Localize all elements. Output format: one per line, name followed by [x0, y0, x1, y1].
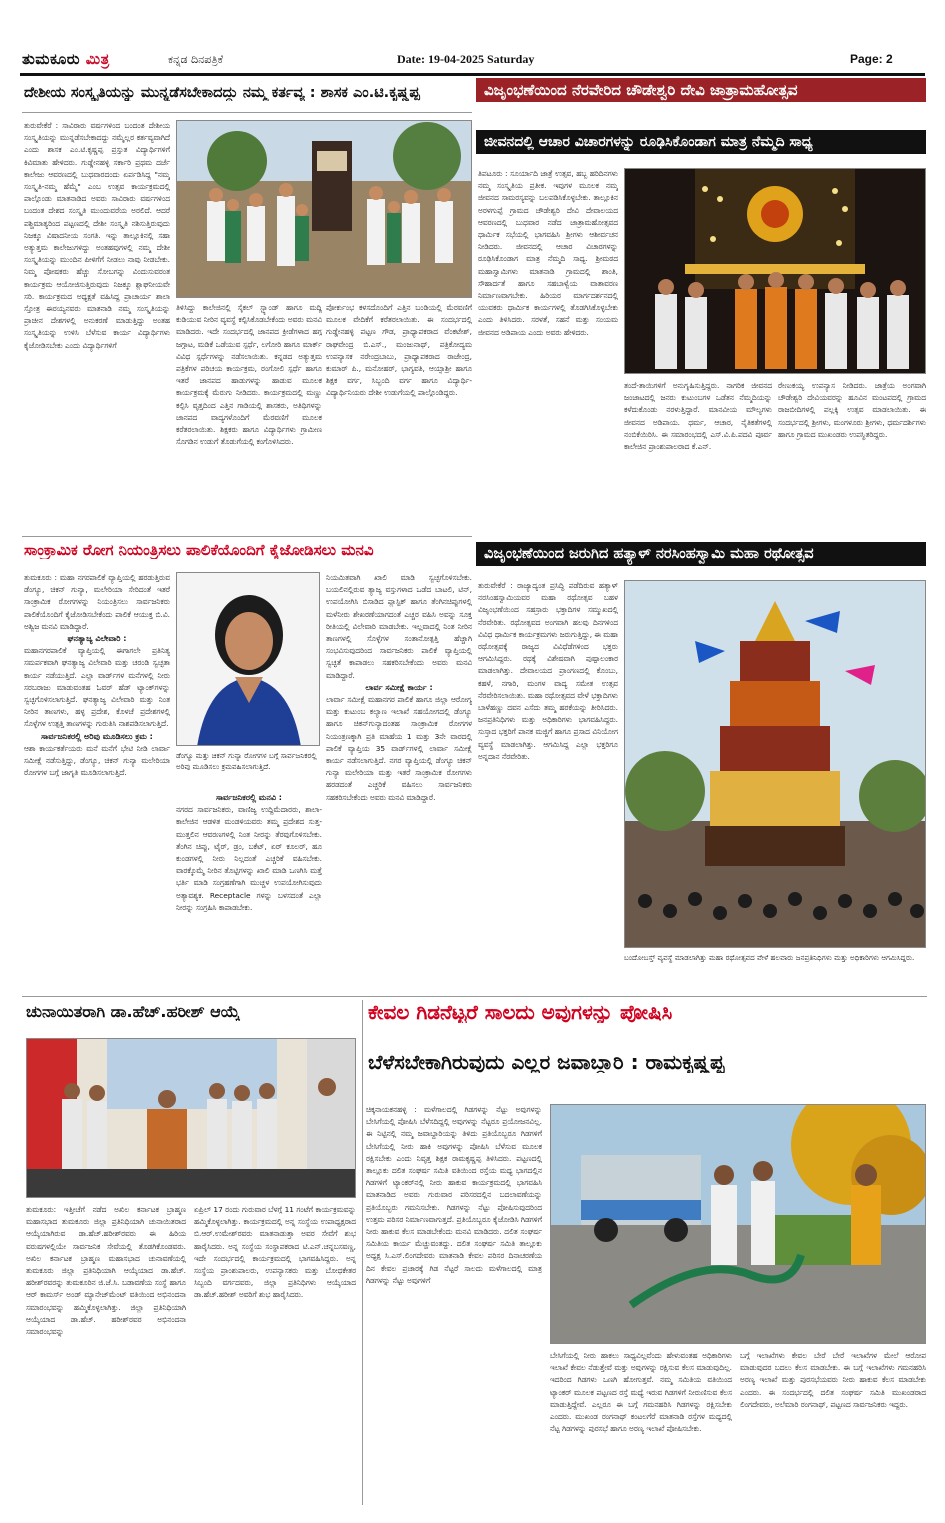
story2-headline: ಜೀವನದಲ್ಲಿ ಆಚಾರ ವಿಚಾರಗಳನ್ನು ರೂಢಿಸಿಕೊಂಡಾಗ ಮಾತ್ರ ನೆಮ್ಮದಿ ಸಾಧ್ಯ — [476, 130, 926, 154]
story5-photo — [26, 1038, 356, 1198]
story3-subhead-awareness: ಸಾರ್ವಜನಿಕರಲ್ಲಿ ಅರಿವು ಮೂಡಿಸಲು ಕ್ರಮ : — [41, 731, 153, 741]
story3-waste-text: ಮಹಾನಗರಪಾಲಿಕೆ ವ್ಯಾಪ್ತಿಯಲ್ಲಿ ಈಗಾಗಲೇ ಪ್ರತಿನಿತ್ಯ ಸಮರ್ಪಕವಾಗಿ ಘನತ್ಯಾಜ್ಯ ವಿಲೇವಾರಿ ಮತ್ತು ಚರಂಡಿ ಸ್ವಚ್ಛತಾ ಕಾರ್ಯ ನಡೆಯುತ್ತಿದೆ. ಎಲ್ಲಾ ವಾರ್ಡ್‌ಗಳ ಮನೆಗಳಲ್ಲಿ ನೀರು ಸರಬರಾಜು ಮಾಡುವಂತಹ ಓವರ್ ಹೆಡ್ ಟ್ಯಾಂಕ್‌ಗಳನ್ನು ಸ್ವಚ್ಛಗೊಳಿಸಲಾಗುತ್ತಿದೆ. ಘನತ್ಯಾಜ್ಯ ವಿಲೇವಾರಿ ಮತ್ತು ನಿಂತ ನೀರಿನ ತಾಣಗಳು, ಹಳ್ಳ ಪ್ರದೇಶ, ಕೊಳಚೆ ಪ್ರದೇಶಗಳಲ್ಲಿ ಸೊಳ್ಳೆಗಳ ಉತ್ಪತ್ತಿ ತಾಣಗಳನ್ನು ಗುರುತಿಸಿ ನಾಶಪಡಿಸಲಾಗುತ್ತಿದೆ. — [24, 646, 170, 729]
story4-body: ತುರುವೇಕೆರೆ : ರಾಜ್ಯಾದ್ಯಂತ ಪ್ರಸಿದ್ಧಿ ಪಡೆದಿರುವ ಹತ್ಯಾಳ್ ನರಸಿಂಹಸ್ವಾಮಿಯವರ ಮಹಾ ರಥೋತ್ಸವ ಬಹಳ ವಿಜೃಂಭಣೆಯಿಂದ ಸಹಸ್ರಾರು ಭಕ್ತಾದಿಗಳ ಸಮ್ಮುಖದಲ್ಲಿ ನೆರವೇರಿತು. ರಥೋತ್ಸವದ ಅಂಗವಾಗಿ ಹಲವು ದಿನಗಳಿಂದ ವಿವಿಧ ಧಾರ್ಮಿಕ ಕಾರ್ಯಕ್ರಮಗಳು ಜರುಗುತ್ತಿದ್ದು, ಈ ಮಹಾ ರಥೋತ್ಸವಕ್ಕೆ ರಾಜ್ಯದ ವಿವಿಧೆಡೆಗಳಿಂದ ಭಕ್ತರು ಆಗಮಿಸಿದ್ದರು. ರಥಕ್ಕೆ ವಿಶೇಷವಾಗಿ ಪುಷ್ಪಾಲಂಕಾರ ಮಾಡಲಾಗಿತ್ತು. ದೇವಾಲಯದ ಪ್ರಾಂಗಣದಲ್ಲಿ ಕೊಂಬು, ಕಹಳೆ, ನಗಾರಿ, ಮಂಗಳ ವಾದ್ಯ ಸಮೇತ ಉತ್ಸವ ನೆರವೇರಿಸಲಾಯಿತು. ಮಹಾ ರಥೋತ್ಸವದ ವೇಳೆ ಭಕ್ತಾದಿಗಳು ಬಾಳೆಹಣ್ಣು ದವನ ಎಸೆದು ತಮ್ಮ ಹರಕೆಯನ್ನು ತೀರಿಸಿದರು. ಜನಪ್ರತಿನಿಧಿಗಳು ಮತ್ತು ಅಧಿಕಾರಿಗಳು ಭಾಗವಹಿಸಿದ್ದರು. ಸುಸ್ತಾದ ಭಕ್ತರಿಗೆ ಪಾನಕ ಮಜ್ಜಿಗೆ ಹಾಗೂ ಪ್ರಸಾದ ವಿನಿಯೋಗ ವ್ಯವಸ್ಥೆ ಮಾಡಲಾಗಿತ್ತು. ಆಗಮಿಸಿದ್ದ ಎಲ್ಲಾ ಭಕ್ತರಿಗೂ ಅನ್ನದಾನ ನೆರವೇರಿತು. — [478, 581, 618, 761]
procession-photo — [177, 121, 472, 298]
story3-larva-text: ಲಾರ್ವಾ ಸಮೀಕ್ಷೆ ಮಹಾನಗರ ಪಾಲಿಕೆ ಹಾಗೂ ಜಿಲ್ಲಾ ಆರೋಗ್ಯ ಮತ್ತು ಕುಟುಂಬ ಕಲ್ಯಾಣ ಇಲಾಖೆ ಸಹಯೋಗದಲ್ಲಿ ಡೆಂಗ್ಯೂ ಹಾಗೂ ಚಿಕನ್‌ಗುನ್ಯಾದಂತಹ ಸಾಂಕ್ರಾಮಿಕ ರೋಗಗಳ ನಿಯಂತ್ರಣಕ್ಕಾಗಿ ಪ್ರತಿ ಮಾಹೆಯ 1 ಮತ್ತು 3ನೇ ವಾರದಲ್ಲಿ ಪಾಲಿಕೆ ವ್ಯಾಪ್ತಿಯ 35 ವಾರ್ಡ್‌ಗಳಲ್ಲಿ ಲಾರ್ವಾ ಸಮೀಕ್ಷೆ ಕಾರ್ಯ ನಡೆಸಲಾಗುತ್ತಿದೆ. ನಗರ ವ್ಯಾಪ್ತಿಯಲ್ಲಿ ಡೆಂಗ್ಯೂ ಚಿಕನ್ ಗುನ್ಯಾ ಮಲೇರಿಯಾ ಮತ್ತು ಇತರೆ ಸಾಂಕ್ರಾಮಿಕ ರೋಗಗಳು ಹರಡದಂತೆ ಎಚ್ಚರಿಕೆ ವಹಿಸಲು ಸಾರ್ವಜನಿಕರು ಸಹಕರಿಸಬೇಕೆಂದು ಅವರು ಮನವಿ ಮಾಡಿದ್ದಾರೆ. — [326, 695, 472, 802]
story3-awareness-text: ಆಶಾ ಕಾರ್ಯಕರ್ತೆಯರು ಮನೆ ಮನೆಗೆ ಭೇಟಿ ನೀಡಿ ಲಾರ್ವಾ ಸಮೀಕ್ಷೆ ನಡೆಸುತ್ತಿದ್ದು, ಡೆಂಗ್ಯೂ, ಚಿಕನ್ ಗುನ್ಯಾ ಮಲೇರಿಯಾ ರೋಗಗಳ ಬಗ್ಗೆ ಜಾಗೃತಿ ಮೂಡಿಸಲಾಗುತ್ತಿದೆ. — [24, 743, 170, 778]
masthead-logo — [22, 50, 110, 68]
story5-col2: ಏಪ್ರಿಲ್ 17 ರಂದು ಗುರುವಾರ ಬೆಳಗ್ಗೆ 11 ಗಂಟೆಗೆ ಕಾರ್ಯಕ್ರಮವನ್ನು ಹಮ್ಮಿಕೊಳ್ಳಲಾಗಿತ್ತು. ಕಾರ್ಯಕ್ರಮದಲ್ಲಿ ಅನ್ನ ಸಂಸ್ಥೆಯ ಉಪಾಧ್ಯಕ್ಷರಾದ ಬಿ.ಆರ್.ಉಮೇಶ್‌ರವರು ಮಾತನಾಡುತ್ತಾ ಅವರ ಸೇವೆಗೆ ಶುಭ ಹಾರೈಸಿದರು. ಅನ್ನ ಸಂಸ್ಥೆಯ ಸಂಸ್ಥಾಪಕರಾದ ಟಿ.ಎನ್.ಚನ್ನಬಸವಣ್ಣ, ಇದೇ ಸಂದರ್ಭದಲ್ಲಿ ಕಾರ್ಯಕ್ರಮದಲ್ಲಿ ಭಾಗವಹಿಸಿದ್ದರು. ಅನ್ನ ಸಂಸ್ಥೆಯ ಪ್ರಾಂಶುಪಾಲರು, ಉಪನ್ಯಾಸಕರು ಮತ್ತು ಬೋಧಕೇತರ ಸಿಬ್ಬಂದಿ ವರ್ಗದವರು, ಜಿಲ್ಲಾ ಪ್ರತಿನಿಧಿಗಳು ಆಯ್ಕೆಯಾದ ಡಾ.ಹೆಚ್.ಹರೀಶ್ ಅವರಿಗೆ ಶುಭ ಹಾರೈಸಿದರು. — [194, 1205, 356, 1300]
masthead-rule — [20, 73, 925, 76]
story2-banner: ವಿಜೃಂಭಣೆಯಿಂದ ನೆರವೇರಿದ ಚೌಡೇಶ್ವರಿ ದೇವಿ ಜಾತ್ರಾಮಹೋತ್ಸವ — [476, 78, 926, 102]
story3-subhead-larva: ಲಾರ್ವ ಸಮೀಕ್ಷೆ ಕಾರ್ಯ : — [365, 682, 433, 692]
story1-col1: ತುರುವೇಕೆರೆ : ಸಾವಿರಾರು ವರ್ಷಗಳಿಂದ ಬಂದಂತ ದೇಶೀಯ ಸಂಸ್ಕೃತಿಯನ್ನು ಮುನ್ನಡೆಸಬೇಕಾದದ್ದು ನಮ್ಮೆಲ್ಲರ ಕರ್ತವ್ಯವಾಗಿದೆ ಎಂದು ಶಾಸಕ ಎಂ.ಟಿ.ಕೃಷ್ಣಪ್ಪ ಪ್ರಸ್ತುತ ವಿದ್ಯಾರ್ಥಿಗಳಿಗೆ ಕಿವಿಮಾತು ಹೇಳಿದರು. ಗುಡ್ಡೇನಹಳ್ಳಿ ಸರ್ಕಾರಿ ಪ್ರಥಮ ದರ್ಜೆ ಕಾಲೇಜು ಆವರಣದಲ್ಲಿ ಬುಧವಾರದಂದು ಏರ್ಪಡಿಸಿದ್ದ "ನಮ್ಮ ಸಂಸ್ಕೃತಿ-ನಮ್ಮ ಹೆಮ್ಮೆ" ಎಂಬ ಉತ್ಸವ ಕಾರ್ಯಕ್ರಮದಲ್ಲಿ ಪಾಲ್ಗೊಂಡು ಮಾತನಾಡಿದ ಅವರು ಸಾವಿರಾರು ವರ್ಷಗಳಿಂದ ಬಂದಂತ ದೇಶದ ಸಂಸ್ಕೃತಿ ಮುಂದುವರೆಯ ಅರಲಿದೆ. ಆದರೆ ಪಶ್ಚಿಮಾತ್ಯರಿಂದ ಪಟ್ಟಣದಲ್ಲಿ ದೇಶೀ ಸಂಸ್ಕೃತಿ ನಶಿಸುತ್ತಿರುವುದು ನಿಜಕ್ಕೂ ವಿಷಾದನೀಯ ಸಂಗತಿ. ಇನ್ನು ತಾಲ್ಲೂಕಿನಲ್ಲಿ ಸಹಾ ಅತ್ಯುತ್ತಮ ಕಾಲೇಜುಗಳಿದ್ದು ಅಂತಹವುಗಳಲ್ಲಿ ನಮ್ಮ ದೇಶೀ ಸಂಸ್ಕೃತಿಯನ್ನು ಮುಂದಿನ ಪೀಳಿಗೆಗೆ ನೀಡಲು ನಾವು ನೀಡಬೇಕು. ನಿಮ್ಮ ಪೋಷಕರು ಹೆಚ್ಚು ಸೋಬಗನ್ನು ವಿಂದುಸುವರಂತ ಕಾರ್ಯಕ್ರಮ ಆಯೋಜಿಸುತ್ತಿರುವುದು ನಿಜಕ್ಕೂ ಶ್ಲಾಘನೀಯವೇ ಸರಿ. ಕಾರ್ಯಕ್ರಮದ ಅಧ್ಯಕ್ಷತೆ ವಹಿಸಿದ್ದ ಪ್ರಾಚಾರ್ಯ ಶಾಲಾ ಸ್ತೋತ್ರ ಈರಯ್ಯನವರು ಮಾತನಾಡಿ ನಮ್ಮ ಸಂಸ್ಕೃತಿಯನ್ನು ಪ್ರಾಚೀನ ದೇಶಗಳಲ್ಲಿ ಅನುಕರಣೆ ಮಾಡುತ್ತಿದ್ದು ಅಂತಹ ಸಂಸ್ಕೃತಿಯನ್ನು ಉಳಿಸಿ ಬೆಳೆಸುವ ಕಾರ್ಯ ವಿದ್ಯಾರ್ಥಿಗಳು ಕೈಜೋಡಿಸಬೇಕು ಎಂದು ವಿದ್ಯಾರ್ಥಿಗಳಿಗೆ — [24, 121, 170, 350]
story2-col2: ತಂದೆ-ತಾಯಿಗಳಿಗೆ ಅನುಗೃಹಿಸುತ್ತಿದ್ದರು. ನಾಗರಿಕ ಜೀವನದ ಜಂಜಾಟದಲ್ಲಿ ಜನರು ಕುಟುಂಬಗಳ ಒಡೆತನ ನೆಮ್ಮದಿಯನ್ನು ಕಳೆದುಕೊಂಡು ನರಳುತ್ತಿದ್ದಾರೆ. ಮಾನವೀಯ ಮೌಲ್ಯಗಳು ಜೀವನದ ಅಡಿಪಾಯ. ಧರ್ಮ, ಆಚಾರ, ನೈತಿಕತೆಗಳಲ್ಲಿ ನಂಬಿಕೆಯಿರಿಸಿ. ಈ ಸಮಾರಂಭದಲ್ಲಿ ಎಸ್.ವಿ.ಪಿ.ಪದವಿ ಪೂರ್ವ ಕಾಲೇಜಿನ ಪ್ರಾಂಶುಪಾಲರಾದ ಕೆ.ಎನ್. — [624, 381, 772, 452]
chariot-festival-photo — [625, 581, 926, 948]
story3-appeal-text: ನಗರದ ಸಾರ್ವಜನಿಕರು, ವಾಣಿಜ್ಯ ಉದ್ದಿಮೆದಾರರು, ಶಾಲಾ-ಕಾಲೇಜಿನ ಆಡಳಿತ ಮಂಡಳಿಯವರು ತಮ್ಮ ಪ್ರದೇಶದ ಸುತ್ತ-ಮುತ್ತಲಿನ ಆವರಣಗಳಲ್ಲಿ ನಿಂತ ನೀರನ್ನು ತೆರವುಗೊಳಿಸಬೇಕು. ತೆಂಗಿನ ಚಿಪ್ಪು, ಟೈರ್, ಡ್ರಂ, ಬಕೆಟ್, ಏರ್ ಕೂಲರ್, ಹೂ ಕುಂಡಗಳಲ್ಲಿ ನೀರು ನಿಲ್ಲದಂತೆ ಎಚ್ಚರಿಕೆ ವಹಿಸಬೇಕು. ವಾರಕ್ಕೊಮ್ಮೆ ನೀರಿನ ತೊಟ್ಟಿಗಳನ್ನು ಖಾಲಿ ಮಾಡಿ ಒಣಗಿಸಿ ಮತ್ತೆ ಭರ್ತಿ ಮಾಡಿ ಸಂಗ್ರಹಣೆಗಾಗಿ ಮುಚ್ಚಳ ಉಪಯೋಗಿಸುವುದು ಅತ್ಯಾವಶ್ಯಕ. Receptacle ಗಳನ್ನು ಬಳಸದಂತೆ ಎಲ್ಲಾ ನೀರನ್ನು ಸಂಗ್ರಹಿಸಿ ಕಾಪಾಡಬೇಕು. — [176, 805, 322, 912]
story4-photo — [624, 580, 926, 948]
story4-caption: ಬಂದೋಬಸ್ತ್ ವ್ಯವಸ್ಥೆ ಮಾಡಲಾಗಿತ್ತು ಮಹಾ ರಥೋತ್ಸವದ ವೇಳೆ ಹಲವಾರು ಜನಪ್ರತಿನಿಧಿಗಳು ಮತ್ತು ಅಧಿಕಾರಿಗಳು ಆಗಮಿಸಿದ್ದರು. — [624, 953, 915, 962]
story1-col2: ತಿಳಿಸಿದ್ದು ಕಾಲೇಜಿನಲ್ಲಿ ಸೈಕಲ್ ಸ್ಟ್ಯಾಂಡ್ ಹಾಗೂ ಮದ್ದಿ ಕುಡಿಯುವ ನೀರಿನ ವ್ಯವಸ್ಥೆ ಕಲ್ಪಿಸಿಕೊಡಬೇಕೆಂದು ಅವರು ಮನವಿ ಮಾಡಿದರು. ಇದೇ ಸಂದರ್ಭದಲ್ಲಿ ಜಾನಪದ ಕ್ರೀಡೆಗಳಾದ ಹಗ್ಗ ಜಗ್ಗಾಟ, ಮಡಿಕೆ ಒಡೆಯುವ ಸ್ಪರ್ಧೆ, ಲಗೋರಿ ಹಾಗೂ ಮಾರ್ಕ್ ವಿವಿಧ ಸ್ಪರ್ಧೆಗಳನ್ನು ನಡೆಸಲಾಯಿತು. ಕನ್ನಡದ ಅತ್ಯುತ್ತಮ ಪತ್ರಿಕೆಗಳ ಪರಿಚಯ ಕಾರ್ಯಕ್ರಮ, ರಂಗೋಲಿ ಸ್ಪರ್ಧೆ ಹಾಗೂ ಇತರೆ ಜಾನಪದ ಹಾಡುಗಳನ್ನು ಹಾಡುವ ಮೂಲಕ ಕಾರ್ಯಕ್ರಮಕ್ಕೆ ಮೆರುಗು ನೀಡಿದರು. ಕಾರ್ಯಕ್ರಮದಲ್ಲಿ ಮಣ್ಣು ಕಲ್ಪಿಸಿ ವೃತ್ತದಿಂದ ಎತ್ತಿನ ಗಾಡಿಯಲ್ಲಿ ಶಾಸಕರು, ಅತಿಥಿಗಳನ್ನು ಜಾನಪದ ವಾದ್ಯಗಳೊಂದಿಗೆ ಮೆರವಣಿಗೆ ಮೂಲಕ ಕರೆತರಲಾಯಿತು. ಶಿಕ್ಷಕರು ಹಾಗೂ ವಿದ್ಯಾರ್ಥಿಗಳು ಗ್ರಾಮೀಣ ಸೊಗಡಿನ ಉಡುಗೆ ತೊಡುಗೆಯಲ್ಲಿ ಕಂಗೊಳಿಸಿದರು. — [176, 303, 322, 447]
story6-col1: ಚಿಕ್ಕನಾಯಕನಹಳ್ಳಿ : ಮಳೆಗಾಲದಲ್ಲಿ ಗಿಡಗಳನ್ನು ನೆಟ್ಟು ಅವುಗಳನ್ನು ಬೇಸಿಗೆಯಲ್ಲಿ ಪೋಷಿಸಿ ಬೆಳೆಸದಿದ್ದಲ್ಲಿ ಅವುಗಳನ್ನು ನೆಟ್ಟರೂ ಪ್ರಯೋಜನವಿಲ್ಲ. ಈ ನಿಟ್ಟಿನಲ್ಲಿ ನಮ್ಮ ಜವಾಬ್ದಾರಿಯನ್ನು ತಿಳಿದು ಪ್ರತಿಯೊಬ್ಬರೂ ಗಿಡಗಳಿಗೆ ಬೇಸಿಗೆಯಲ್ಲಿ ನೀರು ಹಾಕಿ ಅವುಗಳನ್ನು ಪೋಷಿಸಿ ಬೆಳೆಸುವ ಮೂಲಕ ರಕ್ಷಿಸಬೇಕು ಎಂದು ನಿವೃತ್ತ ಶಿಕ್ಷಕ ರಾಮಕೃಷ್ಣಪ್ಪ ತಿಳಿಸಿದರು. ಪಟ್ಟಣದಲ್ಲಿ ತಾಲ್ಲೂಕು ದಲಿತ ಸಂಘರ್ಷ ಸಮಿತಿ ವತಿಯಿಂದ ರಸ್ತೆಯ ಮಧ್ಯ ಭಾಗದಲ್ಲಿನ ಗಿಡಗಳಿಗೆ ಟ್ಯಾಂಕರ್‌ನಲ್ಲಿ ನೀರು ಹಾಕುವ ಕಾರ್ಯಕ್ರಮದಲ್ಲಿ ಭಾಗವಹಿಸಿ ಮಾತನಾಡಿದ ಅವರು ಗುರುವಾರ ಪರಿಸರದಲ್ಲಿನ ಬದಲಾವಣೆಯನ್ನು ಪ್ರತಿಯೊಬ್ಬರು ಗಮನಿಸಬೇಕು. ಗಿಡಗಳನ್ನು ನೆಟ್ಟು ಪೋಷಿಸುವುದರಿಂದ ಉತ್ತಮ ಪರಿಸರ ನಿರ್ಮಾಣವಾಗುತ್ತದೆ. ಪ್ರತಿಯೊಬ್ಬರೂ ಕೈಜೋಡಿಸಿ ಗಿಡಗಳಿಗೆ ನೀರು ಹಾಕುವ ಕೆಲಸ ಮಾಡಬೇಕೆಂದು ಮನವಿ ಮಾಡಿದರು. ದಲಿತ ಸಂಘರ್ಷ ಸಮಿತಿಯ ಕಾರ್ಯ ಮೆಚ್ಚುವಂತದ್ದು. ದಲಿತ ಸಂಘರ್ಷ ಸಮಿತಿ ತಾಲ್ಲೂಕು ಅಧ್ಯಕ್ಷ ಸಿ.ಎಸ್.ಲಿಂಗದೇವರು ಮಾತನಾಡಿ ಕೇವಲ ಪರಿಸರ ದಿನಾಚರಣೆಯ ದಿನ ಕೇವಲ ಪ್ರಚಾರಕ್ಕೆ ಗಿಡ ನೆಟ್ಟರೆ ಸಾಲದು ಮಳೆಗಾಲದಲ್ಲಿ ಮಾತ್ರ ಗಿಡಗಳನ್ನು ನೆಟ್ಟು ಅವುಗಳಿಗೆ — [366, 1105, 542, 1285]
story1-col3: ಪೋರ್ಕುಂಭ ಕಳಸದೊಂದಿಗೆ ಎತ್ತಿನ ಬಂಡಿಯಲ್ಲಿ ಮೆರವಣಿಗೆ ಮೂಲಕ ವೇದಿಕೆಗೆ ಕರೆತರಲಾಯಿತು. ಈ ಸಂದರ್ಭದಲ್ಲಿ ಗುಡ್ಡೇನಹಳ್ಳಿ ಪಟ್ಟಣ ಗೌಡ, ಪ್ರಾಧ್ಯಾಪಕರಾದ ವೆಂಕಟೇಶ್, ರಾಘವೇಂದ್ರ ಬಿ.ಎಸ್., ಮಂಜುನಾಥ್, ಪತ್ರಿಕೋದ್ಯಮ ಉಪನ್ಯಾಸಕ ನರೇಂದ್ರಬಾಬು, ಪ್ರಾಧ್ಯಾಪಕರಾದ ರಾಜೇಂದ್ರ, ಕುಮಾರ್ ಪಿ., ಮನೋಹರ್, ಭಾಗ್ಯವತಿ, ಆಯ್ಸಾಶ್ರೀ ಹಾಗೂ ಶಿಕ್ಷಕ ವರ್ಗ, ಸಿಬ್ಬಂದಿ ವರ್ಗ ಹಾಗೂ ವಿದ್ಯಾರ್ಥಿ-ವಿದ್ಯಾರ್ಥಿನಿಯರು ದೇಶೀ ಉಡುಗೆಯಲ್ಲಿ ಪಾಲ್ಗೊಂಡಿದ್ದರು. — [326, 303, 472, 398]
story3-caption: ಡೆಂಗ್ಯೂ ಮತ್ತು ಚಿಕನ್ ಗುನ್ಯಾ ರೋಗಗಳ ಬಗ್ಗೆ ಸಾರ್ವಜನಿಕರಲ್ಲಿ ಅರಿವು ಮೂಡಿಸಲು ಕ್ರಮವಹಿಸಲಾಗುತ್ತಿದೆ. — [176, 751, 317, 771]
story3-subhead-appeal: ಸಾರ್ವಜನಿಕರಲ್ಲಿ ಮನವಿ : — [215, 793, 283, 802]
story2-col1: ತಿಪಟೂರು : ಸೂರ್ಯಾದಿ ಜಾತ್ರೆ ಉತ್ಸವ, ಹಬ್ಬ ಹರಿದಿನಗಳು ನಮ್ಮ ಸಂಸ್ಕೃತಿಯ ಪ್ರತೀಕ. ಇವುಗಳ ಮೂಲಕ ನಮ್ಮ ಜೀವನದ ಸಾಮರಸ್ಯವನ್ನು ಬಲಪಡಿಸಿಕೊಳ್ಳಬೇಕು. ತಾಲ್ಲೂಕಿನ ಅರಳಗುಪ್ಪೆ ಗ್ರಾಮದ ಚೌಡೇಶ್ವರಿ ದೇವಿ ದೇವಾಲಯದ ಆವರಣದಲ್ಲಿ ಬುಧವಾರ ನಡೆದ ಜಾತ್ರಾಮಹೋತ್ಸವದ ಧಾರ್ಮಿಕ ಸಭೆಯಲ್ಲಿ ಭಾಗವಹಿಸಿ ಶ್ರೀಗಳು ಆಶೀರ್ವಚನ ನೀಡಿದರು. ಜೀವನದಲ್ಲಿ ಆಚಾರ ವಿಚಾರಗಳನ್ನು ರೂಢಿಸಿಕೊಂಡಾಗ ಮಾತ್ರ ನೆಮ್ಮದಿ ಸಾಧ್ಯ. ಶ್ರೀಮಠದ ಮಹಾಸ್ವಾಮಿಗಳು ಮಾತನಾಡಿ ಗ್ರಾಮದಲ್ಲಿ ಶಾಂತಿ, ಸೌಹಾರ್ದತೆ ಹಾಗೂ ಸಹಬಾಳ್ವೆಯ ವಾತಾವರಣ ನಿರ್ಮಾಣವಾಗಬೇಕು. ಹಿರಿಯರ ಮಾರ್ಗದರ್ಶನದಲ್ಲಿ ಯುವಕರು ಧಾರ್ಮಿಕ ಕಾರ್ಯಗಳಲ್ಲಿ ತೊಡಗಿಸಿಕೊಳ್ಳಬೇಕು ಎಂದು ತಿಳಿಸಿದರು. ಸರಳತೆ, ಸಹನೆ ಮತ್ತು ಸಂಯಮ ಜೀವನದ ಅಡಿಪಾಯ ಎಂದು ಅವರು ಹೇಳಿದರು. — [478, 169, 618, 337]
masthead-logo-accent: ಮಿತ್ರ — [85, 50, 110, 68]
bottom-rule — [22, 996, 927, 997]
story1-photo — [176, 120, 472, 298]
tree-watering-photo — [551, 1105, 926, 1344]
story5-col1: ತುಮಕೂರು: ಇತ್ತೀಚೆಗೆ ನಡೆದ ಅಖಿಲ ಕರ್ನಾಟಕ ಬ್ರಾಹ್ಮಣ ಮಹಾಸಭಾದ ತುಮಕೂರು ಜಿಲ್ಲಾ ಪ್ರತಿನಿಧಿಯಾಗಿ ಚುನಾಯಿತರಾದ ಆಯ್ಕೆಯಾಗಿರುವ ಡಾ.ಹೆಚ್.ಹರೀಶ್‌ರವರು ಈ ಹಿರಿಯ ವರುಷಗಳಲ್ಲಿಯೇ ಸಾರ್ವಜನಿಕ ಸೇವೆಯಲ್ಲಿ ತೊಡಗಿಕೊಂಡವರು. ಅಖಿಲ ಕರ್ನಾಟಕ ಬ್ರಾಹ್ಮಣ ಮಹಾಸಭಾದ ಚುನಾವಣೆಯಲ್ಲಿ ತುಮಕೂರು ಜಿಲ್ಲಾ ಪ್ರತಿನಿಧಿಯಾಗಿ ಆಯ್ಕೆಯಾದ ಡಾ.ಹೆಚ್. ಹರೀಶ್‌ರವರನ್ನು ತುಮಕೂರಿನ ಜಿ.ಜೆ.ಸಿ. ಬಡಾವಣೆಯ ಸಂಸ್ಥೆ ಹಾಗೂ ಆರ್ ಕಾಮರ್ಸ್ ಅಂಡ್ ಮ್ಯಾನೇಜ್‌ಮೆಂಟ್ ವತಿಯಿಂದ ಅಭಿನಂದನಾ ಸಮಾರಂಭವನ್ನು ಹಮ್ಮಿಕೊಳ್ಳಲಾಗಿತ್ತು. ಜಿಲ್ಲಾ ಪ್ರತಿನಿಧಿಯಾಗಿ ಆಯ್ಕೆಯಾದ ಡಾ.ಹೆಚ್. ಹರೀಶ್‌ರವರ ಅಭಿನಂದನಾ ಸಮಾರಂಭವನ್ನು — [26, 1205, 186, 1337]
story6-photo — [550, 1104, 926, 1344]
story3-col1 — [24, 572, 170, 992]
story6-headline-line2: ಬೆಳೆಸಬೇಕಾಗಿರುವುದು ಎಲ್ಲರ ಜವಾಬ್ದಾರಿ : ರಾಮಕೃಷ್ಣಪ್ಪ — [368, 1052, 725, 1073]
story3-col3 — [326, 572, 472, 992]
story2-photo — [624, 168, 926, 374]
story6-headline-line1: ಕೇವಲ ಗಿಡನೆಟ್ಟರೆ ಸಾಲದು ಅವುಗಳನ್ನು ಪೋಷಿಸಿ — [368, 1002, 673, 1023]
story3-portrait — [176, 572, 320, 746]
issue-date: Date: 19-04-2025 Saturday — [397, 52, 535, 66]
story3-col2 — [176, 792, 322, 992]
story3-subhead-waste: ಘನತ್ಯಾಜ್ಯ ವಿಲೇವಾರಿ : — [67, 634, 127, 644]
masthead-subtitle: ಕನ್ನಡ ದಿನಪತ್ರಿಕೆ — [168, 53, 224, 66]
story2-col3: ರೇಣುಕಯ್ಯ ಉಪನ್ಯಾಸ ನೀಡಿದರು. ಜಾತ್ರೆಯ ಅಂಗವಾಗಿ ಚೌಡೇಶ್ವರಿ ದೇವಿಯವರನ್ನು ಹೂವಿನ ಮಂಟಪದಲ್ಲಿ ಗ್ರಾಮದ ರಾಜಬೀದಿಗಳಲ್ಲಿ ಪಲ್ಲಕ್ಕಿ ಉತ್ಸವ ಮಾಡಲಾಯಿತು. ಈ ಸಂದರ್ಭದಲ್ಲಿ ಶ್ರೀಗಳು, ಮಂಗಳೂರು ಶ್ರೀಗಳು, ಧರ್ಮದರ್ಶಿಗಳು ಹಾಗೂ ಗ್ರಾಮದ ಮುಖಂಡರು ಉಪಸ್ಥಿತರಿದ್ದರು. — [778, 381, 926, 439]
story1-rule — [22, 112, 472, 113]
story4-headline: ವಿಜೃಂಭಣೆಯಿಂದ ಜರುಗಿದ ಹತ್ಯಾಳ್ ನರಸಿಂಹಸ್ವಾಮಿ ಮಹಾ ರಥೋತ್ಸವ — [476, 542, 926, 566]
felicitation-photo — [27, 1039, 356, 1198]
bottom-column-divider — [362, 1000, 363, 1505]
story6-col2: ಬೇಸಿಗೆಯಲ್ಲಿ ನೀರು ಹಾಕಲು ಸಾಧ್ಯವಿಲ್ಲವೆಂದು ಹೇಳುವಂತಹ ಅಧಿಕಾರಿಗಳು ಇಲಾಖೆ ಕೇವಲ ನೆಡುತ್ತೇವೆ ಮತ್ತು ಅವುಗಳನ್ನು ರಕ್ಷಿಸುವ ಕೆಲಸ ಮಾಡುವುದಿಲ್ಲ. ಇದರಿಂದ ಗಿಡಗಳು ಒಣಗಿ ಹೋಗುತ್ತವೆ. ನಮ್ಮ ಸಮಿತಿಯ ವತಿಯಿಂದ ಟ್ಯಾಂಕರ್ ಮೂಲಕ ಪಟ್ಟಣದ ರಸ್ತೆ ಮಧ್ಯೆ ಇರುವ ಗಿಡಗಳಿಗೆ ನೀರುಣಿಸುವ ಕೆಲಸ ಮಾಡುತ್ತಿದ್ದೇವೆ. ಎಲ್ಲರೂ ಈ ಬಗ್ಗೆ ಗಮನಹರಿಸಿ ಗಿಡಗಳನ್ನು ರಕ್ಷಿಸಬೇಕು ಎಂದರು. ಮುಖಂಡ ರಂಗನಾಥ್ ಕಂಟಲಗೆರೆ ಮಾತನಾಡಿ ರಸ್ತೆಗಳ ಮಧ್ಯದಲ್ಲಿ ನೆಟ್ಟ ಗಿಡಗಳನ್ನು ಪುರಸಭೆ ಹಾಗೂ ಅರಣ್ಯ ಇಲಾಖೆ ಪೋಷಿಸಬೇಕು. — [550, 1351, 732, 1434]
story5-headline: ಚುನಾಯಿತರಾಗಿ ಡಾ.ಹೆಚ್.ಹರೀಶ್ ಆಯ್ಕೆ — [26, 1004, 241, 1021]
story3-col3-text: ನಿಯಮಿತವಾಗಿ ಖಾಲಿ ಮಾಡಿ ಸ್ವಚ್ಛಗೊಳಿಸಬೇಕು. ಬಯಲಿನಲ್ಲಿರುವ ತ್ಯಾಜ್ಯ ವಸ್ತುಗಳಾದ ಒಡೆದ ಬಾಟಲಿ, ಟಿನ್, ಉಪಯೋಗಿಸಿ ಬಿಸಾಡಿದ ಪ್ಲಾಸ್ಟಿಕ್ ಹಾಗೂ ತೆಂಗಿನಚಿಪ್ಪುಗಳಲ್ಲಿ ಮಳೆನೀರು ಶೇಖರಣೆಯಾಗದಂತೆ ಎಚ್ಚರ ವಹಿಸಿ ಅವನ್ನು ಸೂಕ್ತ ರೀತಿಯಲ್ಲಿ ವಿಲೇವಾರಿ ಮಾಡಬೇಕು. ಇಲ್ಲವಾದಲ್ಲಿ ನಿಂತ ನೀರಿನ ತಾಣಗಳಲ್ಲಿ ಸೊಳ್ಳೆಗಳ ಸಂತಾನೋತ್ಪತ್ತಿ ಹೆಚ್ಚಾಗಿ ಸಂಭವಿಸುವುದರಿಂದ ಸಾರ್ವಜನಿಕರು ಪಾಲಿಕೆ ವ್ಯಾಪ್ತಿಯಲ್ಲಿ ಸ್ವಚ್ಛತೆ ಕಾಪಾಡಲು ಸಹಕರಿಸಬೇಕೆಂದು ಅವರು ಮನವಿ ಮಾಡಿದ್ದಾರೆ. — [326, 573, 472, 680]
story1-headline: ದೇಶೀಯ ಸಂಸ್ಕೃತಿಯನ್ನು ಮುನ್ನಡೆಸಬೇಕಾದದ್ದು ನಮ್ಮ ಕರ್ತವ್ಯ : ಶಾಸಕ ಎಂ.ಟಿ.ಕೃಷ್ಣಪ್ಪ — [24, 86, 420, 101]
temple-festival-photo — [625, 169, 926, 374]
story3-rule — [22, 536, 472, 537]
official-portrait-photo — [177, 573, 320, 746]
story6-col3: ಬಗ್ಗೆ ಇಲಾಖೆಗಳು ಕೇವಲ ಬೇರೆ ಬೇರೆ ಇಲಾಖೆಗಳ ಮೇಲೆ ಆರೋಪ ಮಾಡುವುದರ ಬದಲು ಕೆಲಸ ಮಾಡಬೇಕು. ಈ ಬಗ್ಗೆ ಇಲಾಖೆಗಳು ಗಮನಹರಿಸಿ ಅರಣ್ಯ ಇಲಾಖೆ ಮತ್ತು ಪುರಸಭೆಯವರು ನೀರು ಹಾಕುವ ಕೆಲಸ ಮಾಡಬೇಕು ಎಂದರು. ಈ ಸಂದರ್ಭದಲ್ಲಿ ದಲಿತ ಸಂಘರ್ಷ ಸಮಿತಿ ಮುಖಂಡರಾದ ಲಿಂಗದೇವರು, ಅಲೆಮಾರಿ ರಂಗನಾಥ್, ಪಟ್ಟಣದ ಸಾರ್ವಜನಿಕರು ಇದ್ದರು. — [740, 1351, 926, 1409]
story3-intro: ತುಮಕೂರು : ಮಹಾ ನಗರಪಾಲಿಕೆ ವ್ಯಾಪ್ತಿಯಲ್ಲಿ ಹರಡುತ್ತಿರುವ ಡೆಂಗ್ಯೂ, ಚಿಕನ್ ಗುನ್ಯಾ, ಮಲೇರಿಯಾ ಸೇರಿದಂತೆ ಇತರೆ ಸಾಂಕ್ರಾಮಿಕ ರೋಗಗಳನ್ನು ನಿಯಂತ್ರಿಸಲು ಸಾರ್ವಜನಿಕರು ಪಾಲಿಕೆಯೊಂದಿಗೆ ಕೈಜೋಡಿಸಬೇಕೆಂದು ಪಾಲಿಕೆ ಆಯುಕ್ತ ಬಿ.ವಿ. ಅಶ್ವಿಜ ಮನವಿ ಮಾಡಿದ್ದಾರೆ. — [24, 573, 170, 631]
page-number: Page: 2 — [850, 52, 893, 66]
masthead-logo-main: ತುಮಕೂರು — [22, 50, 81, 68]
story3-headline: ಸಾಂಕ್ರಾಮಿಕ ರೋಗ ನಿಯಂತ್ರಿಸಲು ಪಾಲಿಕೆಯೊಂದಿಗೆ ಕೈಜೋಡಿಸಲು ಮನವಿ — [24, 543, 374, 559]
